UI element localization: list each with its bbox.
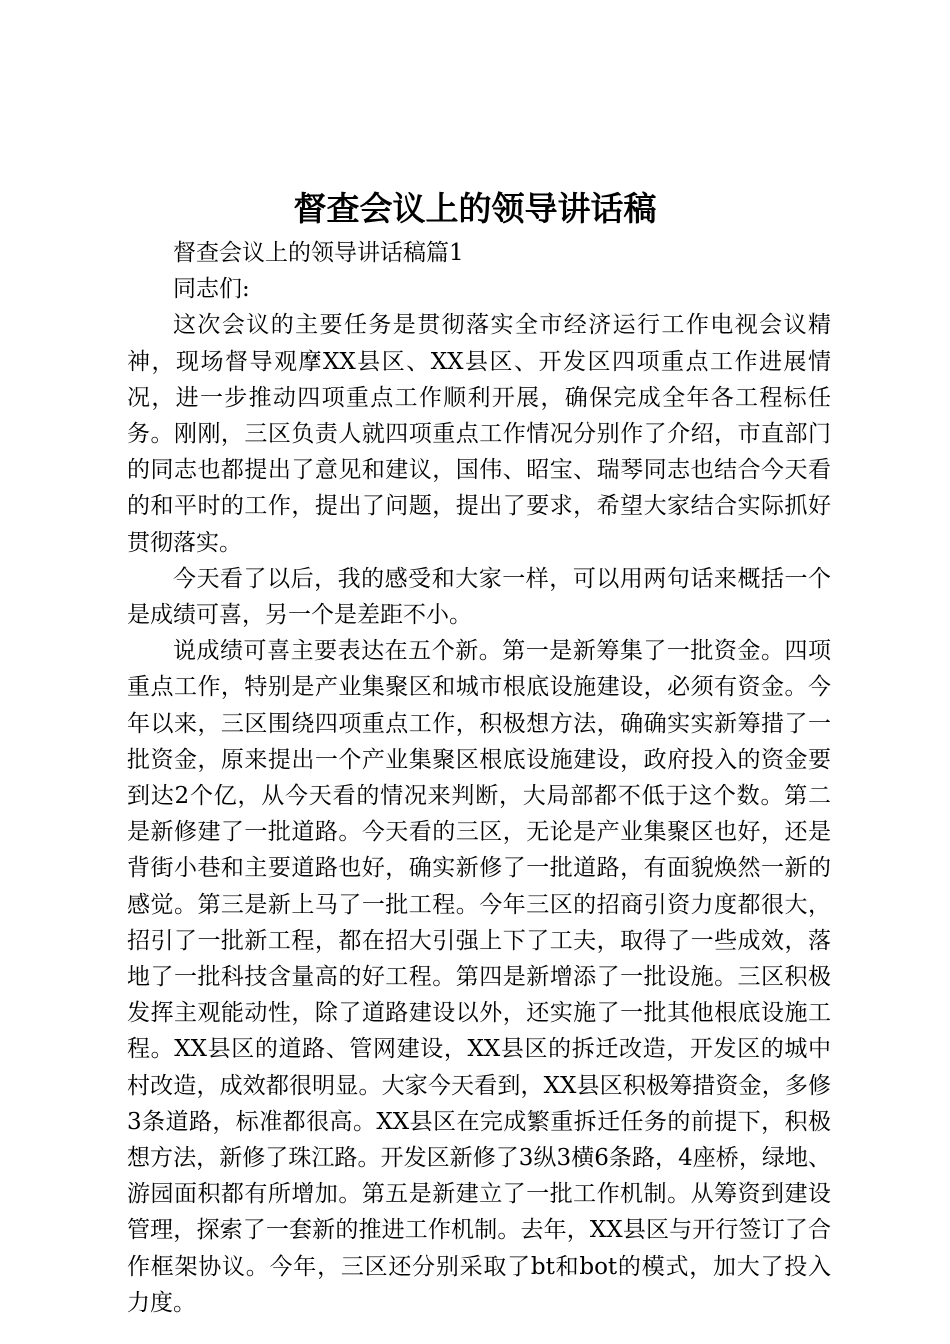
subtitle: 督查会议上的领导讲话稿篇1 xyxy=(173,240,464,266)
paragraph: 今天看了以后，我的感受和大家一样，可以用两句话来概括一个是成绩可喜，另一个是差距不小。 xyxy=(127,565,831,629)
document-title: 督查会议上的领导讲话稿 xyxy=(293,189,657,228)
paragraph: 这次会议的主要任务是贯彻落实全市经济运行工作电视会议精神，现场督导观摩XX县区、XX县区、开发区四项重点工作进展情况，进一步推动四项重点工作顺利开展，确保完成全年各工程标任务。刚刚，三区负责人就四项重点工作情况分别作了介绍，市直部门的同志也都提出了意见和建议，国伟、昭宝、瑞琴同志也结合今天看的和平时的工作，提出了问题，提出了要求，希望大家结合实际抓好贯彻落实。 xyxy=(127,312,831,556)
salutation: 同志们: xyxy=(173,276,250,303)
document-body xyxy=(127,235,831,1321)
paragraph: 说成绩可喜主要表达在五个新。第一是新筹集了一批资金。四项重点工作，特别是产业集聚区和城市根底设施建设，必须有资金。今年以来，三区围绕四项重点工作，积极想方法，确确实实新筹措了一批资金，原来提出一个产业集聚区根底设施建设，政府投入的资金要到达2个亿，从今天看的情况来判断，大局部都不低于这个数。第二是新修建了一批道路。今天看的三区，无论是产业集聚区也好，还是背街小巷和主要道路也好，确实新修了一批道路，有面貌焕然一新的感觉。第三是新上马了一批工程。今年三区的招商引资力度都很大，招引了一批新工程，都在招大引强上下了工夫，取得了一些成效，落地了一批科技含量高的好工程。第四是新增添了一批设施。三区积极发挥主观能动性，除了道路建设以外，还实施了一批其他根底设施工程。XX县区的道路、管网建设，XX县区的拆迁改造，开发区的城中村改造，成效都很明显。大家今天看到，XX县区积极筹措资金，多修3条道路，标准都很高。XX县区在完成繁重拆迁任务的前提下，积极想方法，新修了珠江路。开发区新修了3纵3横6条路，4座桥，绿地、游园面积都有所增加。第五是新建立了一批工作机制。从筹资到建设管理，探索了一套新的推进工作机制。去年，XX县区与开行签订了合作框架协议。今年，三区还分别采取了bt和bot的模式，加大了投入力度。 xyxy=(127,638,831,1316)
